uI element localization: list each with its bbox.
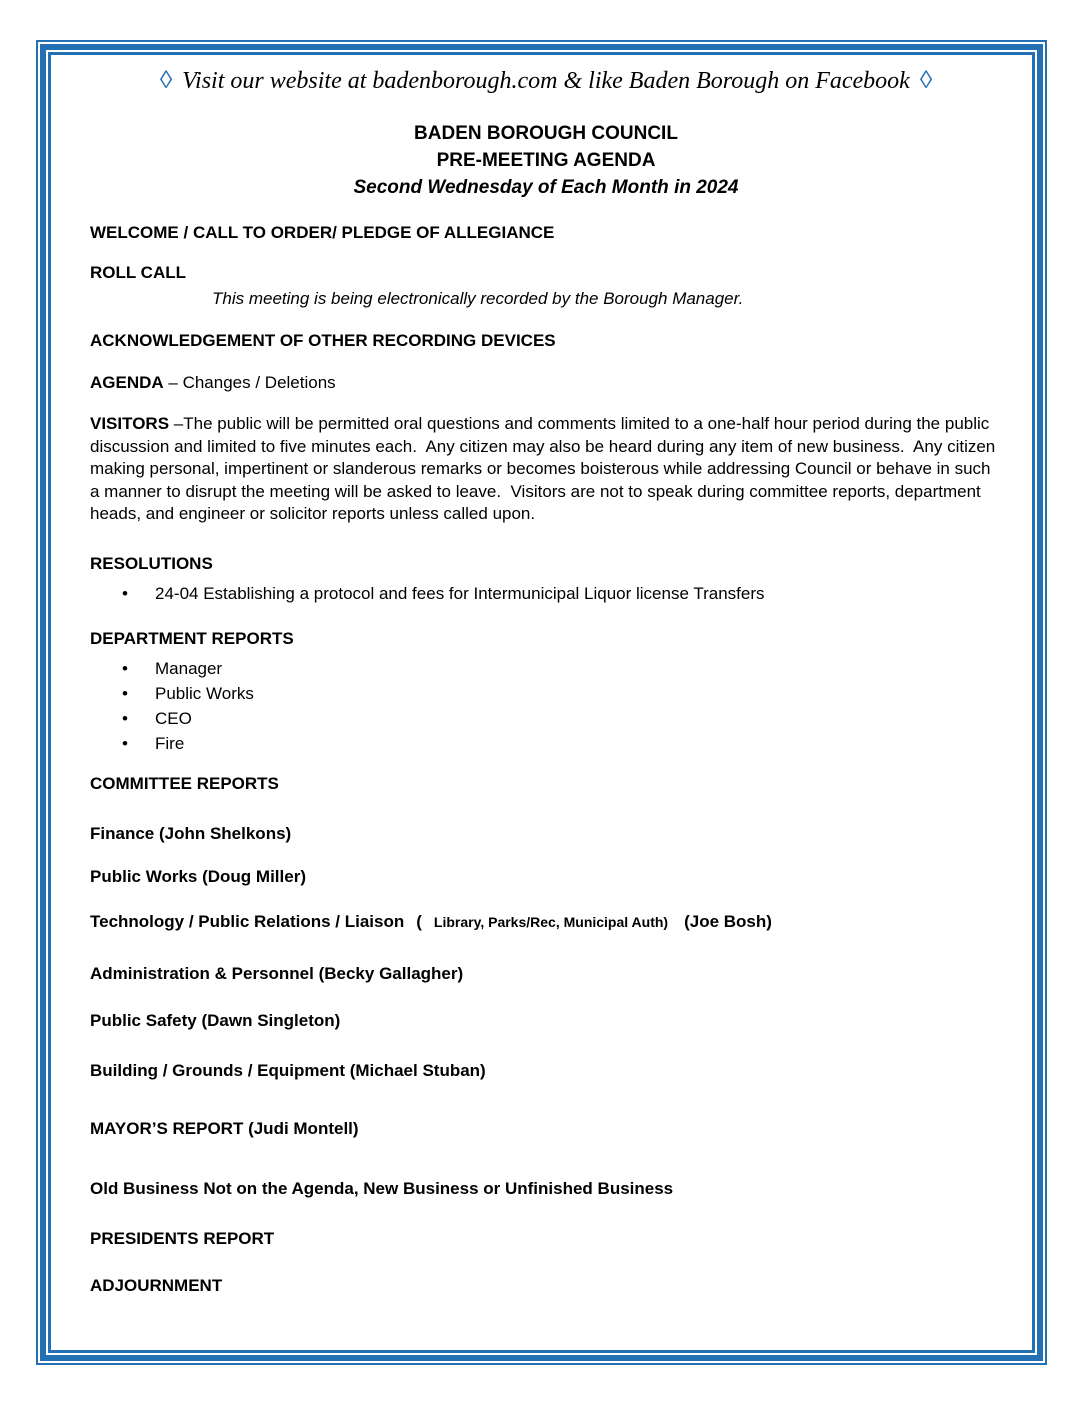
visitors-paragraph: [90, 413, 1002, 526]
list-item: • Public Works: [122, 681, 1002, 706]
committee-public-works: Public Works (Doug Miller): [90, 866, 306, 886]
recording-note: This meeting is being electronically recorded by the Borough Manager.: [212, 289, 744, 308]
department-reports-list: [90, 656, 1002, 756]
list-item: • CEO: [122, 706, 1002, 731]
heading-committee-reports: COMMITTEE REPORTS: [90, 773, 279, 793]
schedule-subtitle: Second Wednesday of Each Month in 2024: [353, 177, 739, 198]
committee-technology-paren: (: [416, 911, 422, 931]
committee-public-safety: Public Safety (Dawn Singleton): [90, 1010, 341, 1030]
agenda-title: PRE-MEETING AGENDA: [436, 150, 656, 171]
diamond-icon: ◊: [159, 67, 173, 94]
council-title: BADEN BOROUGH COUNCIL: [414, 123, 678, 144]
heading-adjournment: ADJOURNMENT: [90, 1275, 223, 1295]
heading-welcome: WELCOME / CALL TO ORDER/ PLEDGE OF ALLEGIANCE: [90, 223, 555, 242]
website-banner: [90, 67, 1002, 95]
committee-technology: [90, 911, 1002, 933]
document-title-block: [90, 120, 1002, 201]
document-border-outer: [36, 40, 1047, 1365]
document-border-inner: [48, 52, 1035, 1353]
heading-acknowledgement: ACKNOWLEDGEMENT OF OTHER RECORDING DEVICES: [90, 331, 556, 350]
website-banner-text: Visit our website at badenborough.com & like Baden Borough on Facebook: [182, 68, 910, 94]
list-item: • Manager: [122, 656, 1002, 681]
heading-mayors-report: MAYOR’S REPORT (Judi Montell): [90, 1118, 359, 1138]
committee-technology-sub: Library, Parks/Rec, Municipal Auth): [433, 913, 669, 930]
visitors-detail: –The public will be permitted oral questions and comments limited to a one-half hour period during the public discussion and limited to five minutes each. Any citizen may also be heard during any item of new business. Any citizen making personal, impertinent or slanderous remarks or becomes boisterous while addressing Council or behave in such a manner to disrupt the meeting will be asked to leave. Visitors are not to speak during committee reports, department heads, and engineer or solicitor reports unless called upon.: [90, 414, 1000, 523]
committee-technology-main: Technology / Public Relations / Liaison: [90, 911, 405, 931]
list-item: • Fire: [122, 731, 1002, 756]
resolutions-list: [90, 581, 1002, 606]
committee-building: Building / Grounds / Equipment (Michael Stuban): [90, 1060, 486, 1080]
heading-presidents-report: PRESIDENTS REPORT: [90, 1228, 275, 1248]
visitors-label: VISITORS: [90, 414, 170, 433]
heading-resolutions: RESOLUTIONS: [90, 553, 213, 573]
list-item: • 24-04 Establishing a protocol and fees for Intermunicipal Liquor license Transfers: [122, 581, 1002, 606]
agenda-label: AGENDA: [90, 373, 164, 392]
diamond-icon: ◊: [919, 67, 933, 94]
heading-department-reports: DEPARTMENT REPORTS: [90, 628, 294, 648]
committee-administration: Administration & Personnel (Becky Gallagher): [90, 963, 464, 983]
heading-roll-call: ROLL CALL: [90, 263, 187, 282]
committee-technology-chair: (Joe Bosh): [684, 911, 772, 931]
agenda-detail: – Changes / Deletions: [163, 373, 336, 392]
document-border-middle: [40, 44, 1043, 1361]
committee-finance: Finance (John Shelkons): [90, 823, 292, 843]
agenda-line: [90, 372, 1002, 394]
heading-old-business: Old Business Not on the Agenda, New Business or Unfinished Business: [90, 1178, 674, 1198]
